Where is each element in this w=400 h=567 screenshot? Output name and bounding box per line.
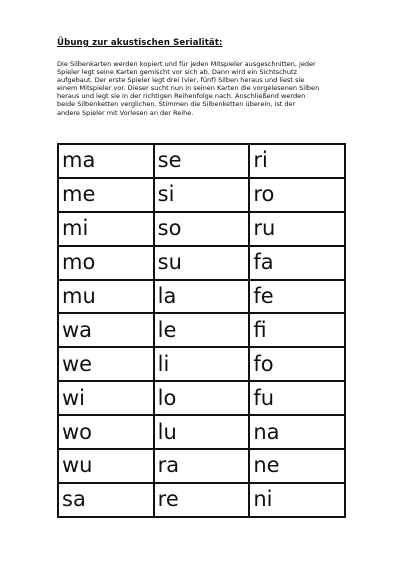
syllable-card: si [154, 178, 250, 212]
syllable-card: mo [58, 246, 154, 280]
syllable-card: le [154, 313, 250, 347]
syllable-card: fe [249, 280, 345, 314]
syllable-row [58, 144, 345, 178]
syllable-card: ro [249, 178, 345, 212]
syllable-row [58, 415, 345, 449]
instructions-line: Die Silbenkarten werden kopiert und für jeden Mitspieler ausgeschnitten, jeder [57, 60, 316, 68]
syllable-card: fo [249, 347, 345, 381]
syllable-row [58, 313, 345, 347]
syllable-row [58, 381, 345, 415]
syllable-row [58, 483, 345, 517]
instructions-line: einem Mitspieler vor. Dieser sucht nun in seinen Karten die vorgelesenen Silben [57, 84, 320, 93]
syllable-row [58, 246, 345, 280]
syllable-card: me [58, 178, 154, 212]
instructions-line: heraus und legt sie in der richtigen Reihenfolge nach. Anschließend werden [57, 92, 306, 101]
syllable-card: wu [58, 449, 154, 483]
syllable-card: se [154, 144, 250, 178]
syllable-card: we [58, 347, 154, 381]
syllable-card: su [154, 246, 250, 280]
instructions-line: andere Spieler mit Vorlesen an der Reihe. [57, 108, 194, 117]
syllable-row [58, 212, 345, 246]
syllable-card: wi [58, 381, 154, 415]
syllable-card: ni [249, 483, 345, 517]
syllable-card: re [154, 483, 250, 517]
worksheet-title: Übung zur akustischen Serialität: [57, 38, 223, 48]
syllable-card: mi [58, 212, 154, 246]
syllable-card: ri [249, 144, 345, 178]
syllable-row [58, 449, 345, 483]
syllable-card: wa [58, 313, 154, 347]
syllable-card: fu [249, 381, 345, 415]
syllable-card-table [57, 143, 346, 518]
instructions-line: beide Silbenketten verglichen. Stimmen die Silbenketten überein, ist der [57, 100, 296, 109]
syllable-card: la [154, 280, 250, 314]
syllable-card: ma [58, 144, 154, 178]
instructions-line: Spieler legt seine Karten gemischt vor sich ab. Dann wird ein Sichtschutz [57, 68, 297, 77]
syllable-card: wo [58, 415, 154, 449]
syllable-card: sa [58, 483, 154, 517]
syllable-card: lo [154, 381, 250, 415]
syllable-row [58, 347, 345, 381]
syllable-table-body [58, 144, 345, 517]
syllable-card: mu [58, 280, 154, 314]
syllable-row [58, 280, 345, 314]
syllable-card: lu [154, 415, 250, 449]
syllable-row [58, 178, 345, 212]
syllable-card: so [154, 212, 250, 246]
syllable-card: fi [249, 313, 345, 347]
syllable-card: li [154, 347, 250, 381]
instructions-line: aufgebaut. Der erste Spieler legt drei (vier, fünf) Silben heraus und liest sie [57, 76, 305, 85]
syllable-card: ra [154, 449, 250, 483]
syllable-card: ru [249, 212, 345, 246]
syllable-card: na [249, 415, 345, 449]
syllable-card: ne [249, 449, 345, 483]
syllable-card: fa [249, 246, 345, 280]
instructions-paragraph [57, 60, 362, 117]
